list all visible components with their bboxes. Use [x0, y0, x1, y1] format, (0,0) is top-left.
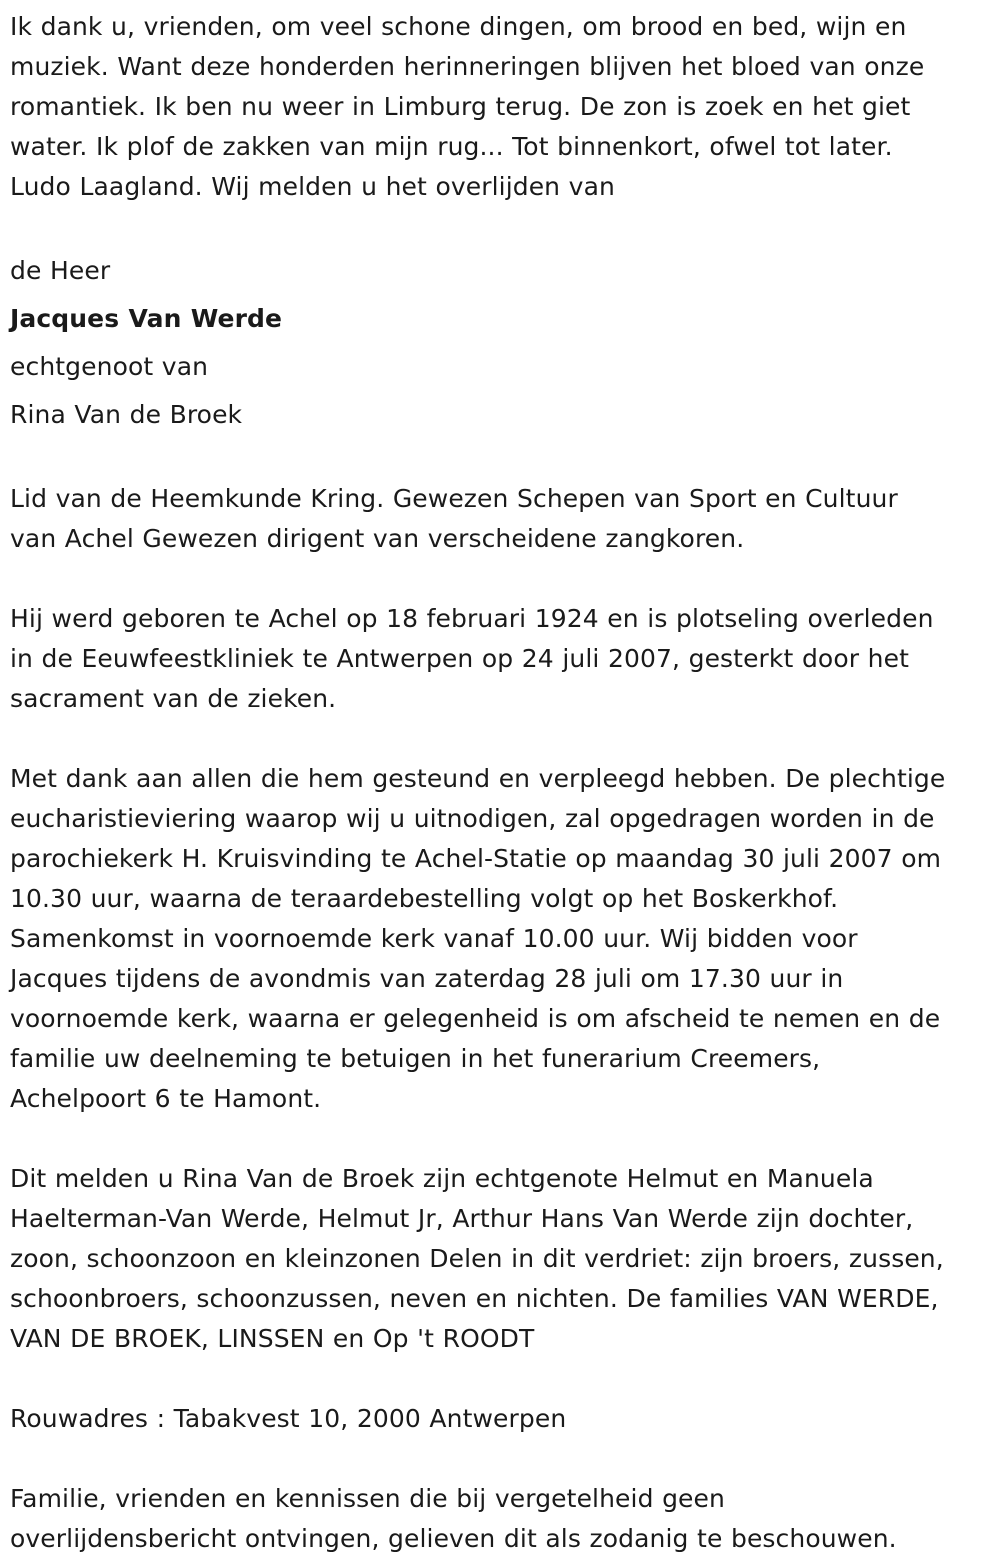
ceremony-line: 10.30 uur, waarna de teraardebestelling volgt op het Boskerkhof.	[10, 884, 839, 913]
deceased-relation: echtgenoot van	[10, 352, 209, 381]
deceased-title: de Heer	[10, 256, 111, 285]
birth-death-line: Hij werd geboren te Achel op 18 februari 1924 en is plotseling overleden	[10, 604, 934, 633]
mourning-address: Rouwadres : Tabakvest 10, 2000 Antwerpen	[10, 1404, 567, 1433]
deceased-name: Jacques Van Werde	[10, 304, 283, 333]
spacer	[10, 439, 990, 479]
family-line: zoon, schoonzoon en kleinzonen Delen in dit verdriet: zijn broers, zussen,	[10, 1244, 944, 1273]
ceremony-line: voornoemde kerk, waarna er gelegenheid is om afscheid te nemen en de	[10, 1004, 941, 1033]
intro-line: muziek. Want deze honderden herinneringen blijven het bloed van onze	[10, 52, 925, 81]
spouse-name: Rina Van de Broek	[10, 400, 243, 429]
closing-paragraph	[10, 1479, 990, 1559]
membership-paragraph	[10, 479, 990, 559]
spacer	[10, 1439, 990, 1479]
family-line: VAN DE BROEK, LINSSEN en Op 't ROODT	[10, 1324, 535, 1353]
ceremony-line: Met dank aan allen die hem gesteund en verpleegd hebben. De plechtige	[10, 764, 946, 793]
ceremony-line: Samenkomst in voornoemde kerk vanaf 10.00 uur. Wij bidden voor	[10, 924, 858, 953]
ceremony-line: eucharistieviering waarop wij u uitnodigen, zal opgedragen worden in de	[10, 804, 935, 833]
spacer	[10, 207, 990, 247]
spacer	[10, 719, 990, 759]
intro-line: Ludo Laagland. Wij melden u het overlijden van	[10, 172, 615, 201]
intro-line: water. Ik plof de zakken van mijn rug... Tot binnenkort, ofwel tot later.	[10, 132, 893, 161]
ceremony-paragraph	[10, 759, 990, 1119]
ceremony-line: familie uw deelneming te betuigen in het funerarium Creemers,	[10, 1044, 821, 1073]
family-line: Dit melden u Rina Van de Broek zijn echtgenote Helmut en Manuela	[10, 1164, 874, 1193]
ceremony-line: Achelpoort 6 te Hamont.	[10, 1084, 322, 1113]
spacer	[10, 1119, 990, 1159]
ceremony-line: parochiekerk H. Kruisvinding te Achel-Statie op maandag 30 juli 2007 om	[10, 844, 942, 873]
intro-paragraph	[10, 7, 990, 207]
membership-line: Lid van de Heemkunde Kring. Gewezen Schepen van Sport en Cultuur	[10, 484, 898, 513]
closing-line: overlijdensbericht ontvingen, gelieven dit als zodanig te beschouwen.	[10, 1524, 897, 1553]
ceremony-line: Jacques tijdens de avondmis van zaterdag 28 juli om 17.30 uur in	[10, 964, 844, 993]
spacer	[10, 559, 990, 599]
address-paragraph	[10, 1399, 990, 1439]
family-line: Haelterman-Van Werde, Helmut Jr, Arthur Hans Van Werde zijn dochter,	[10, 1204, 914, 1233]
birth-death-line: sacrament van de zieken.	[10, 684, 337, 713]
membership-line: van Achel Gewezen dirigent van verscheidene zangkoren.	[10, 524, 745, 553]
spacer	[10, 1359, 990, 1399]
birth-death-paragraph	[10, 599, 990, 719]
deceased-block	[10, 247, 990, 439]
closing-line: Familie, vrienden en kennissen die bij vergetelheid geen	[10, 1484, 725, 1513]
intro-line: romantiek. Ik ben nu weer in Limburg terug. De zon is zoek en het giet	[10, 92, 911, 121]
family-line: schoonbroers, schoonzussen, neven en nichten. De families VAN WERDE,	[10, 1284, 939, 1313]
family-paragraph	[10, 1159, 990, 1359]
intro-line: Ik dank u, vrienden, om veel schone dingen, om brood en bed, wijn en	[10, 12, 907, 41]
birth-death-line: in de Eeuwfeestkliniek te Antwerpen op 24 juli 2007, gesterkt door het	[10, 644, 909, 673]
